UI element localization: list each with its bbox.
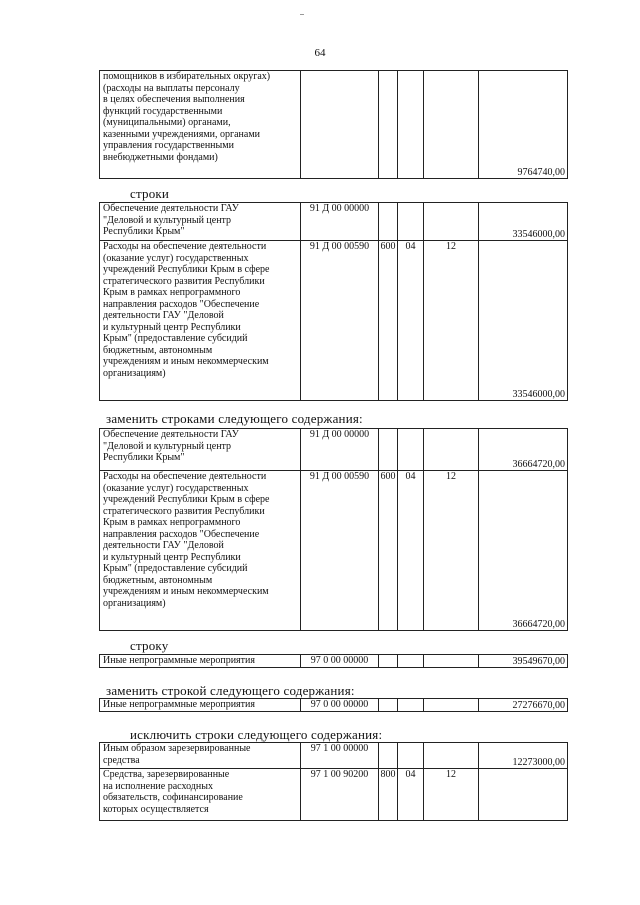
- row-code: 91 Д 00 00000: [301, 429, 379, 471]
- row-pr: [424, 743, 479, 769]
- budget-table-new-rows: [99, 428, 568, 631]
- row-sum: 33546000,00: [479, 203, 568, 241]
- budget-table-old-row: [99, 654, 568, 668]
- row-pr: 12: [424, 241, 479, 401]
- budget-table-excluded-rows: [99, 742, 568, 821]
- row-pr: [424, 203, 479, 241]
- row-code: 91 Д 00 00000: [301, 203, 379, 241]
- row-rz: 04: [398, 471, 424, 631]
- row-vr: 600: [379, 241, 398, 401]
- row-rz: 04: [398, 769, 424, 821]
- row-vr: [379, 429, 398, 471]
- row-sum: 12273000,00: [479, 743, 568, 769]
- row-code: 91 Д 00 00590: [301, 471, 379, 631]
- row-code: [301, 71, 379, 179]
- row-pr: [424, 699, 479, 712]
- row-sum: 36664720,00: [479, 471, 568, 631]
- row-rz: [398, 655, 424, 668]
- budget-table-continuation: [99, 70, 568, 179]
- row-name: Средства, зарезервированные на исполнение расходных обязательств, софинансирование которых осуществляется: [100, 769, 301, 821]
- row-code: 91 Д 00 00590: [301, 241, 379, 401]
- row-rz: [398, 429, 424, 471]
- row-vr: [379, 743, 398, 769]
- row-name: Обеспечение деятельности ГАУ "Деловой и культурный центр Республики Крым": [100, 429, 301, 471]
- caption-exclude-rows: исключить строки следующего содержания:: [130, 727, 383, 742]
- row-pr: [424, 429, 479, 471]
- row-code: 97 0 00 00000: [301, 699, 379, 712]
- table-row: [100, 429, 568, 471]
- row-code: 97 1 00 90200: [301, 769, 379, 821]
- row-name: Расходы на обеспечение деятельности (оказание услуг) государственных учреждений Республики Крым в сфере стратегического развития Республики Крым в рамках непрограммного направления расходов "Обеспечение деятельности ГАУ "Деловой и культурный центр Республики Крым" (предоставление субсидий бюджетным, автономным учреждениям и иным некоммерческим организациям): [100, 241, 301, 401]
- row-sum: 9764740,00: [479, 71, 568, 179]
- table-row: [100, 769, 568, 821]
- caption-replace-row: заменить строкой следующего содержания:: [106, 683, 355, 698]
- table-row: [100, 743, 568, 769]
- row-sum: 36664720,00: [479, 429, 568, 471]
- row-vr: [379, 655, 398, 668]
- row-name: Иные непрограммные мероприятия: [100, 655, 301, 668]
- scan-mark: [300, 14, 304, 15]
- row-vr: [379, 699, 398, 712]
- row-code: 97 1 00 00000: [301, 743, 379, 769]
- row-rz: [398, 699, 424, 712]
- row-name: Иные непрограммные мероприятия: [100, 699, 301, 712]
- row-name: Иным образом зарезервированные средства: [100, 743, 301, 769]
- table-row: [100, 699, 568, 712]
- row-name: Расходы на обеспечение деятельности (оказание услуг) государственных учреждений Республики Крым в сфере стратегического развития Республики Крым в рамках непрограммного направления расходов "Обеспечение деятельности ГАУ "Деловой и культурный центр Республики Крым" (предоставление субсидий бюджетным, автономным учреждениям и иным некоммерческим организациям): [100, 471, 301, 631]
- row-sum: [479, 769, 568, 821]
- row-sum: 39549670,00: [479, 655, 568, 668]
- caption-rows: строки: [130, 186, 170, 201]
- row-pr: [424, 655, 479, 668]
- row-code: 97 0 00 00000: [301, 655, 379, 668]
- row-vr: 800: [379, 769, 398, 821]
- row-vr: 600: [379, 471, 398, 631]
- row-name: Обеспечение деятельности ГАУ "Деловой и культурный центр Республики Крым": [100, 203, 301, 241]
- row-sum: 33546000,00: [479, 241, 568, 401]
- row-name: помощников в избирательных округах) (расходы на выплаты персоналу в целях обеспечения выполнения функций государственными (муниципальными) органами, казенными учреждениями, органами управления государственными внебюджетными фондами): [100, 71, 301, 179]
- caption-row: строку: [130, 638, 169, 653]
- row-rz: [398, 743, 424, 769]
- row-pr: 12: [424, 769, 479, 821]
- row-sum: 27276670,00: [479, 699, 568, 712]
- budget-table-old-rows: [99, 202, 568, 401]
- row-rz: 04: [398, 241, 424, 401]
- row-vr: [379, 71, 398, 179]
- row-rz: [398, 71, 424, 179]
- table-row: [100, 71, 568, 179]
- caption-replace-rows: заменить строками следующего содержания:: [106, 411, 363, 426]
- page-number: 64: [314, 47, 326, 59]
- budget-table-new-row: [99, 698, 568, 712]
- table-row: [100, 203, 568, 241]
- table-row: [100, 241, 568, 401]
- row-pr: 12: [424, 471, 479, 631]
- row-pr: [424, 71, 479, 179]
- table-row: [100, 471, 568, 631]
- table-row: [100, 655, 568, 668]
- row-vr: [379, 203, 398, 241]
- row-rz: [398, 203, 424, 241]
